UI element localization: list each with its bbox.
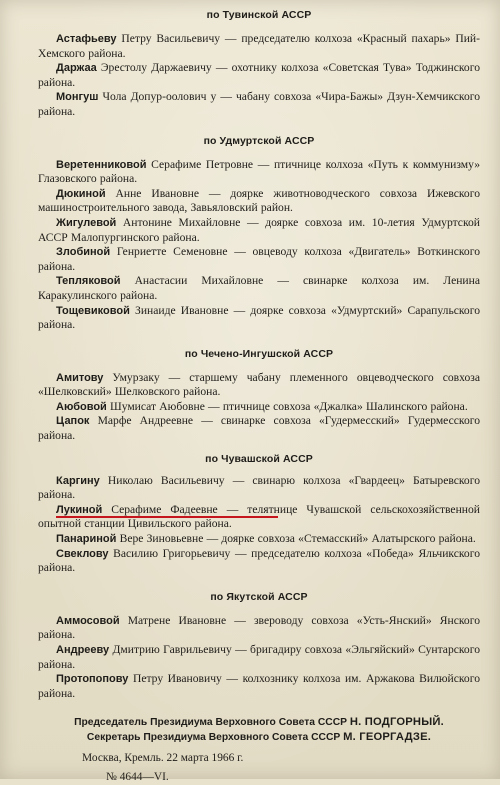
section-heading-tuva: по Тувинской АССР [206,9,312,21]
recipient-description: Умурзаку — старшему чабану племенного овцеводческого совхоза «Шелковский» Шелковского района. [38,370,480,399]
award-entry [38,614,480,643]
secretary-signature [38,730,480,745]
recipient-description: Чола Допур-оолович у — чабану совхоза «Чира-Бажы» Дзун-Хемчикского района. [38,90,480,118]
recipient-description: Петру Васильевичу — председателю колхоза «Красный пахарь» Пий-Хемского района. [38,32,480,60]
award-entry [38,90,480,119]
award-entry [38,371,480,400]
award-entry [38,643,480,672]
recipient-description: Петру Ивановичу — колхознику колхоза им. Аржакова Вилюйского района. [38,672,480,700]
red-underline-mark [56,516,278,518]
recipient-name: Даржаа [56,62,97,75]
recipient-name: Каргину [56,474,100,487]
recipient-name: Тепляковой [56,275,121,288]
signature-block [38,715,480,745]
award-entry [38,61,480,90]
section-heading-checheno-ingush: по Чечено-Ингушской АССР [184,347,334,360]
award-entry [38,245,480,274]
recipient-name: Амитову [56,371,104,384]
recipient-name: Жигулевой [56,216,117,229]
recipient-description: Матрене Ивановне — звероводу совхоза «Усть-Янский» Янского района. [38,613,480,642]
recipient-name: Тощевиковой [56,304,130,317]
section-heading-chuvash: по Чувашской АССР [205,452,313,465]
recipient-name: Лукиной [56,503,103,516]
chairman-title: Председатель Президиума Верховного Совета СССР [74,717,348,729]
award-entry [38,216,480,245]
recipient-name: Веретенниковой [56,158,147,171]
recipient-description: Антонине Михайловне — доярке совхоза им. 10-летия Удмуртской АССР Малопургинского района. [38,215,480,244]
recipient-name: Астафьеву [56,33,117,45]
recipient-description: Николаю Васильевичу — свинарю колхоза «Гвардеец» Батыревского района. [38,473,480,502]
recipient-name: Андрееву [56,644,110,656]
recipient-name: Аюбовой [56,400,107,413]
recipient-description: Серафиме Петровне — птичнице колхоза «Путь к коммунизму» Глазовского района. [38,157,480,186]
award-entry [38,32,480,61]
award-entry-highlighted [38,503,480,532]
award-entry [38,474,480,503]
recipient-description: Анне Ивановне — доярке животноводческого совхоза Ижевского машиностроительного завода, Завьяловский район. [38,186,480,215]
award-entry [38,532,480,547]
recipient-description: Серафиме Фадеевне — телятнице Чувашской сельскохозяйственной опытной станции Цивильского района. [38,502,480,531]
recipient-name: Протопопову [56,673,129,686]
place-and-date: Москва, Кремль. 22 марта 1966 г. [82,752,244,765]
recipient-name: Цапок [56,415,90,428]
recipient-name: Злобиной [56,246,111,259]
recipient-name: Панариной [56,533,117,546]
recipient-description: Эрестолу Даржаевичу — охотнику колхоза «Советская Тува» Тоджинского района. [38,61,480,89]
secretary-title: Секретарь Президиума Верховного Совета СССР [86,732,341,744]
award-entry [38,187,480,216]
recipient-description: Дмитрию Гаврильевичу — бригадиру совхоза «Эльгяйский» Сунтарского района. [38,643,480,671]
award-entry [38,274,480,303]
award-entry [38,304,480,333]
recipient-name: Монгуш [56,91,99,104]
recipient-description: Генриетте Семеновне — овцеводу колхоза «Двигатель» Воткинского района. [38,245,480,273]
recipient-description: Василию Григорьевичу — председателю колхоза «Победа» Яльчикского района. [38,546,480,575]
award-entry [38,672,480,701]
recipient-name: Свеклову [56,547,109,560]
recipient-description: Зинаиде Ивановне — доярке совхоза «Удмуртский» Сарапульского района. [38,303,480,332]
decree-text [38,8,480,785]
chairman-name: Н. ПОДГОРНЫЙ. [349,716,444,729]
section-heading-yakut: по Якутской АССР [210,590,308,603]
chairman-signature [38,715,480,730]
decree-number: № 4644—VI. [106,771,169,784]
recipient-description: Вере Зиновьевне — доярке совхоза «Стемасский» Алатырского района. [116,532,476,546]
recipient-description: Анастасии Михайловне — свинарке колхоза им. Ленина Каракулинского района. [38,274,480,302]
recipient-name: Аммосовой [56,614,120,627]
secretary-name: М. ГЕОРГАДЗЕ. [343,731,432,744]
award-entry [38,414,480,443]
recipient-description: Шумисат Аюбовне — птичнице совхоза «Джалка» Шалинского района. [106,399,468,413]
award-entry [38,158,480,187]
recipient-name: Дюкиной [56,187,106,200]
award-entry [38,547,480,576]
award-entry [38,400,480,415]
section-heading-udmurt: по Удмуртской АССР [203,134,315,147]
recipient-description: Марфе Андреевне — свинарке совхоза «Гудермесский» Гудермесского района. [38,414,480,443]
